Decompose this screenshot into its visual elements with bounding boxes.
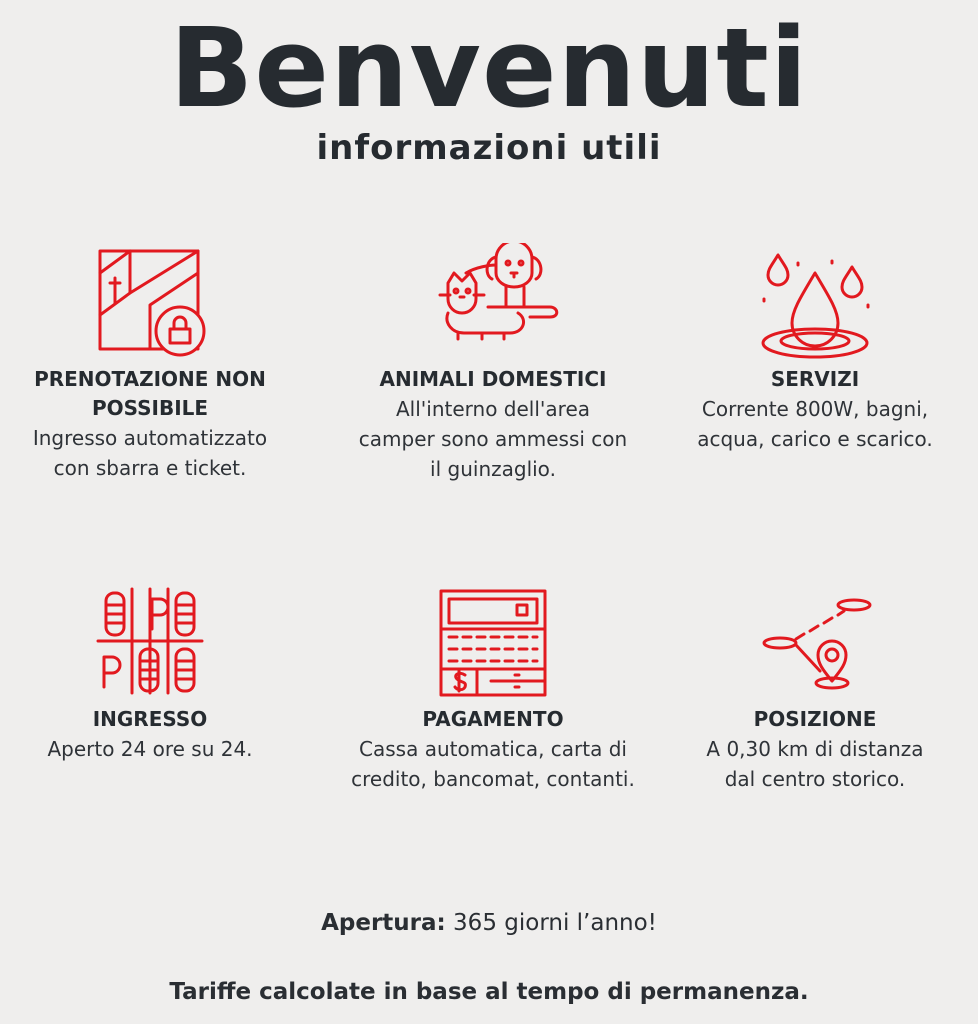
info-card-payment	[330, 580, 656, 794]
card-title: POSIZIONE	[753, 707, 877, 731]
opening-value: 365 giorni l’anno!	[453, 910, 657, 936]
info-card-position	[652, 580, 978, 794]
card-title: INGRESSO	[92, 707, 208, 731]
cash-register-icon	[433, 583, 553, 703]
info-card-entrance	[0, 580, 300, 764]
card-text: Ingresso automatizzato con sbarra e ticket.	[32, 426, 268, 480]
info-card-services	[652, 240, 978, 454]
opening-line	[0, 908, 978, 938]
page-subtitle: informazioni utili	[316, 128, 662, 168]
info-card-booking	[0, 240, 300, 483]
card-text: A 0,30 km di distanza dal centro storico.	[706, 737, 924, 791]
page-title: Benvenuti	[169, 4, 809, 132]
card-text: Aperto 24 ore su 24.	[47, 737, 253, 761]
card-title: SERVIZI	[770, 367, 860, 391]
card-text: Cassa automatica, carta di credito, bancomat, contanti.	[351, 737, 635, 791]
info-card-pets	[330, 240, 656, 484]
parking-icon	[90, 583, 210, 703]
opening-label: Apertura:	[321, 910, 446, 936]
card-text: All'interno dell'area camper sono ammessi con il guinzaglio.	[358, 397, 628, 481]
card-text: Corrente 800W, bagni, acqua, carico e scarico.	[697, 397, 933, 451]
map-lock-icon	[90, 243, 210, 363]
rates-note: Tariffe calcolate in base al tempo di permanenza.	[169, 979, 809, 1005]
pets-icon	[418, 243, 568, 363]
card-title: ANIMALI DOMESTICI	[379, 367, 607, 391]
card-title: PAGAMENTO	[422, 707, 564, 731]
location-route-icon	[750, 583, 880, 703]
water-drops-icon	[750, 243, 880, 363]
card-title: PRENOTAZIONE NON POSSIBILE	[34, 367, 266, 420]
